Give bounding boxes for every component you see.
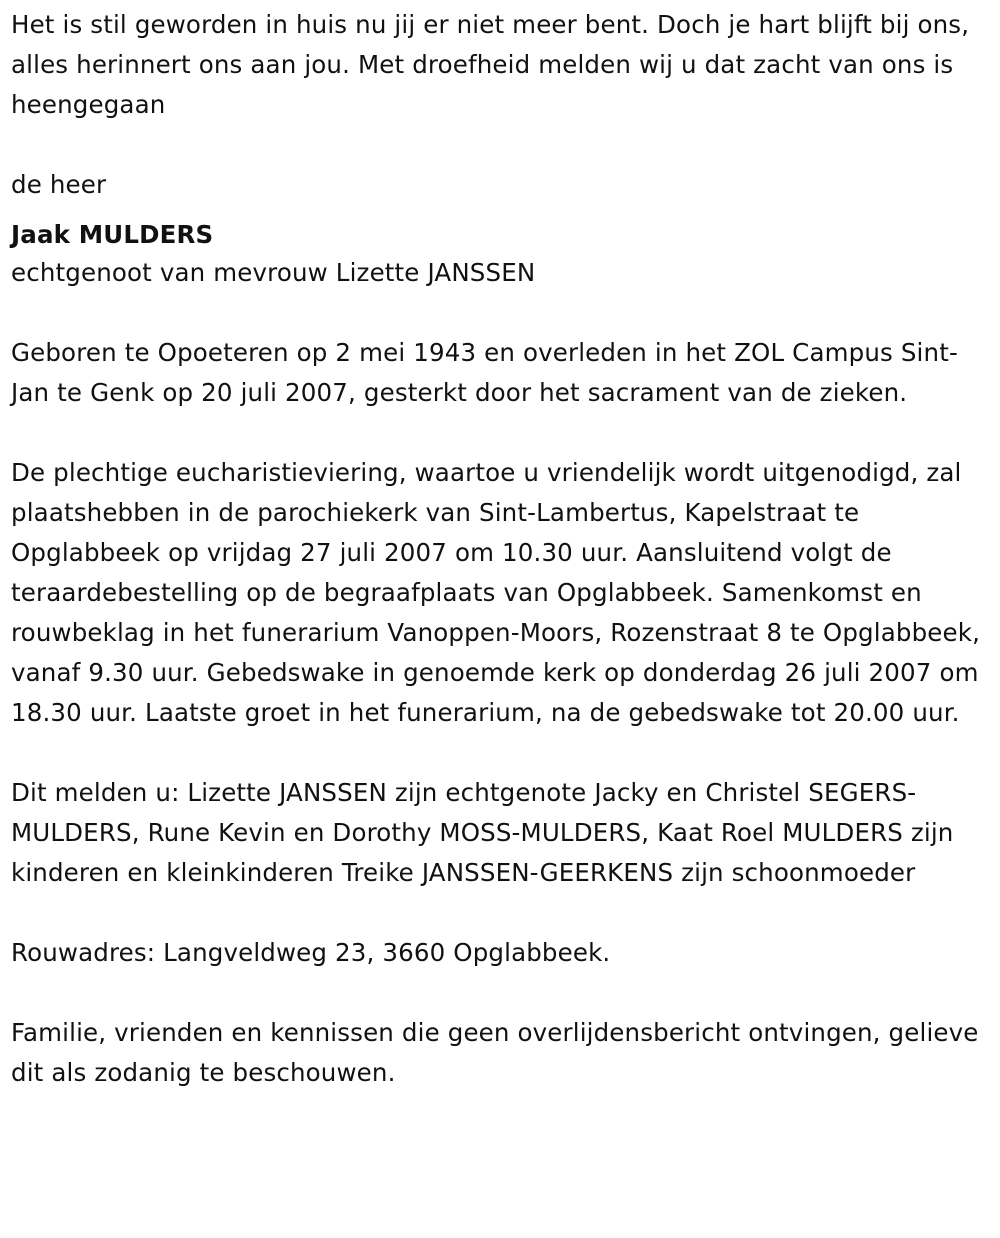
spacer bbox=[11, 733, 991, 773]
spacer bbox=[11, 293, 991, 333]
birth-death-paragraph: Geboren te Opoeteren op 2 mei 1943 en overleden in het ZOL Campus Sint-Jan te Genk op 20 juli 2007, gesterkt door het sacrament van de zieken. bbox=[11, 338, 958, 407]
spouse-line: echtgenoot van mevrouw Lizette JANSSEN bbox=[11, 258, 536, 287]
spacer bbox=[11, 973, 991, 1013]
salutation: de heer bbox=[11, 170, 107, 199]
deceased-name: Jaak MULDERS bbox=[11, 220, 214, 249]
spacer bbox=[11, 893, 991, 933]
mourning-address: Rouwadres: Langveldweg 23, 3660 Opglabbeek. bbox=[11, 938, 611, 967]
family-paragraph: Dit melden u: Lizette JANSSEN zijn echtgenote Jacky en Christel SEGERS-MULDERS, Rune Kevin en Dorothy MOSS-MULDERS, Kaat Roel MULDERS zijn kinderen en kleinkinderen Treike JANSSEN-GEERKENS zijn schoonmoeder bbox=[11, 778, 954, 887]
closing-paragraph: Familie, vrienden en kennissen die geen overlijdensbericht ontvingen, gelieve dit als zodanig te beschouwen. bbox=[11, 1018, 979, 1087]
ceremony-paragraph: De plechtige eucharistieviering, waartoe u vriendelijk wordt uitgenodigd, zal plaatshebben in de parochiekerk van Sint-Lambertus, Kapelstraat te Opglabbeek op vrijdag 27 juli 2007 om 10.30 uur. Aansluitend volgt de teraardebestelling op de begraafplaats van Opglabbeek. Samenkomst en rouwbeklag in het funerarium Vanoppen-Moors, Rozenstraat 8 te Opglabbeek, vanaf 9.30 uur. Gebedswake in genoemde kerk op donderdag 26 juli 2007 om 18.30 uur. Laatste groet in het funerarium, na de gebedswake tot 20.00 uur. bbox=[11, 458, 981, 727]
spacer bbox=[11, 413, 991, 453]
spacer bbox=[11, 125, 991, 165]
obituary-notice bbox=[11, 5, 991, 1093]
intro-paragraph: Het is stil geworden in huis nu jij er niet meer bent. Doch je hart blijft bij ons, alles herinnert ons aan jou. Met droefheid melden wij u dat zacht van ons is heengegaan bbox=[11, 10, 970, 119]
